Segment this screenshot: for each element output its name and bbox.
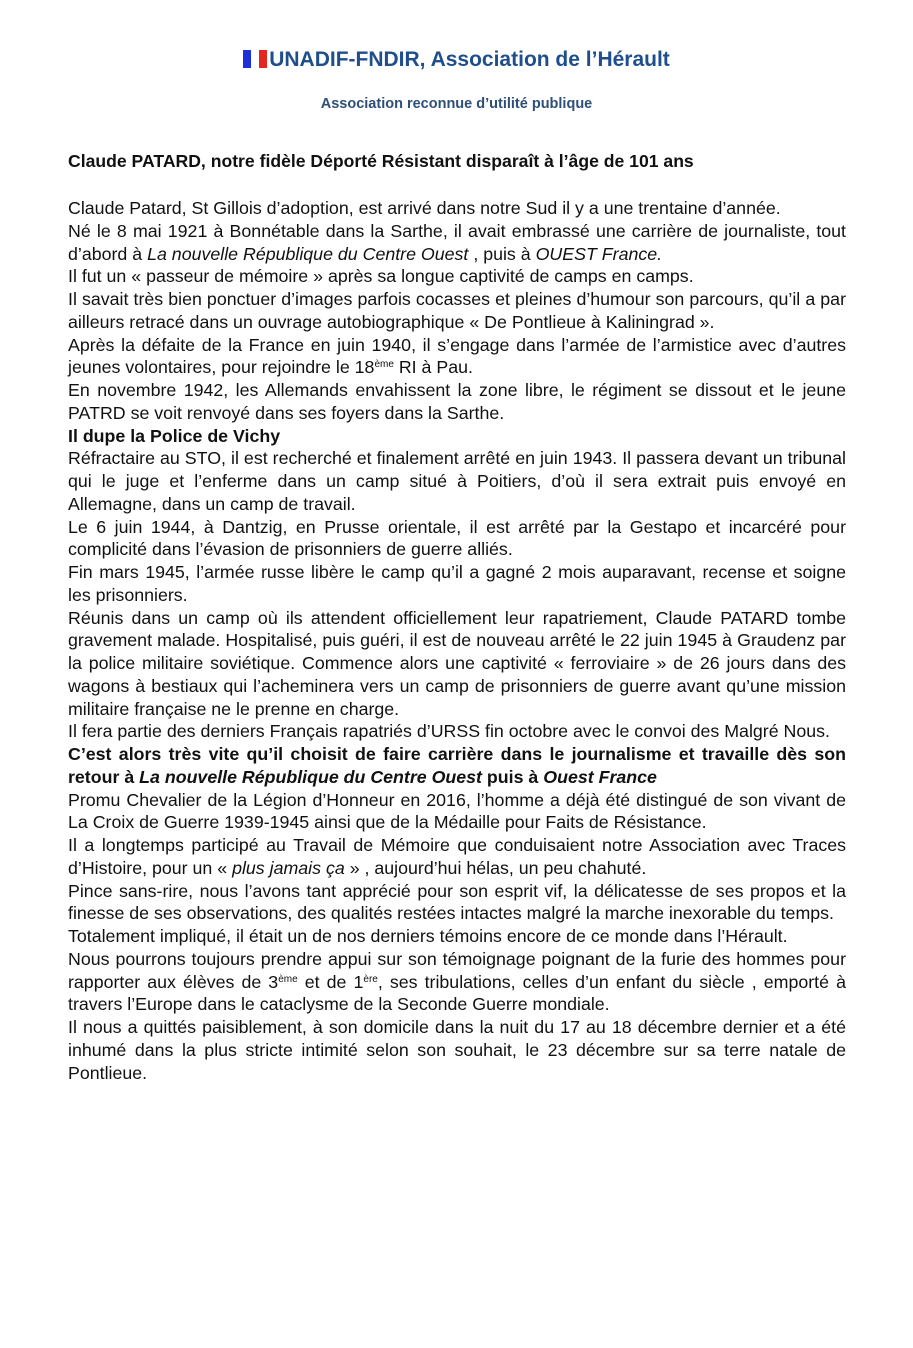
article-title: Claude PATARD, notre fidèle Déporté Résistant disparaît à l’âge de 101 ans: [68, 151, 694, 171]
paragraph: Il nous a quittés paisiblement, à son domicile dans la nuit du 17 au 18 décembre dernier et a été inhumé dans la plus stricte intimité selon son souhait, le 23 décembre sur sa terre natale de Pontlieue.: [68, 1017, 846, 1083]
paragraph: Promu Chevalier de la Légion d’Honneur en 2016, l’homme a déjà été distingué de son vivant de La Croix de Guerre 1939-1945 ainsi que de la Médaille pour Faits de Résistance.: [68, 789, 846, 833]
paragraph: Il fera partie des derniers Français rapatriés d’URSS fin octobre avec le convoi des Malgré Nous.: [68, 721, 830, 742]
paragraph: Le 6 juin 1944, à Dantzig, en Prusse orientale, il est arrêté par la Gestapo et incarcéré pour complicité dans l’évasion de prisonniers de guerre alliés.: [68, 516, 846, 560]
paragraph: Il savait très bien ponctuer d’images parfois cocasses et pleines d’humour son parcours, qu’il a par ailleurs retracé dans un ouvrage autobiographique « De Pontlieue à Kaliningrad ».: [68, 289, 846, 332]
french-flag-icon: [243, 50, 267, 68]
section-heading: C’est alors très vite qu’il choisit de faire carrière dans le journalisme et travaille dès son retour à La nouvelle République du Centre Ouest puis à Ouest France: [68, 744, 846, 787]
paragraph: Il fut un « passeur de mémoire » après sa longue captivité de camps en camps.: [68, 266, 694, 287]
paragraph: Pince sans-rire, nous l’avons tant apprécié pour son esprit vif, la délicatesse de ses propos et la finesse de ses observations, des qualités restées intactes malgré la marche inexorable du temps.: [68, 880, 846, 924]
association-header: [0, 48, 913, 72]
section-heading: Il dupe la Police de Vichy: [68, 425, 281, 446]
paragraph: Il a longtemps participé au Travail de Mémoire que conduisaient notre Association avec Traces d’Histoire, pour un « plus jamais ça » , aujourd’hui hélas, un peu chahuté.: [68, 835, 846, 878]
association-name: UNADIF-FNDIR, Association de l’Hérault: [269, 48, 670, 71]
association-subtitle: Association reconnue d’utilité publique: [320, 96, 593, 112]
paragraph: Fin mars 1945, l’armée russe libère le camp qu’il a gagné 2 mois auparavant, recense et soigne les prisonniers.: [68, 562, 846, 605]
paragraph: Réunis dans un camp où ils attendent officiellement leur rapatriement, Claude PATARD tombe gravement malade. Hospitalisé, puis guéri, il est de nouveau arrêté le 22 juin 1945 à Graudenz par la police militaire soviétique. Commence alors une captivité « ferroviaire » de 26 jours dans des wagons à bestiaux qui l’acheminera vers un camp de prisonniers de guerre avant qu’une mission militaire française ne le prenne en charge.: [68, 607, 846, 719]
article-body: [68, 197, 846, 1084]
paragraph: Nous pourrons toujours prendre appui sur son témoignage poignant de la furie des hommes pour rapporter aux élèves de 3ème et de 1ère, ses tribulations, celles d’un enfant du siècle , emporté à travers l’Europe dans le cataclysme de la Seconde Guerre mondiale.: [68, 948, 846, 1015]
paragraph: Après la défaite de la France en juin 1940, il s’engage dans l’armée de l’armistice avec d’autres jeunes volontaires, pour rejoindre le 18ème RI à Pau.: [68, 334, 846, 378]
paragraph: Claude Patard, St Gillois d’adoption, est arrivé dans notre Sud il y a une trentaine d’année.: [68, 198, 781, 218]
paragraph: Né le 8 mai 1921 à Bonnétable dans la Sarthe, il avait embrassé une carrière de journaliste, tout d’abord à La nouvelle République du Centre Ouest , puis à OUEST France.: [68, 220, 846, 264]
paragraph: Réfractaire au STO, il est recherché et finalement arrêté en juin 1943. Il passera devant un tribunal qui le juge et l’enferme dans un camp situé à Poitiers, d’où il sera extrait puis envoyé en Allemagne, dans un camp de travail.: [68, 448, 846, 514]
paragraph: En novembre 1942, les Allemands envahissent la zone libre, le régiment se dissout et le jeune PATRD se voit renvoyé dans ses foyers dans la Sarthe.: [68, 380, 846, 423]
paragraph: Totalement impliqué, il était un de nos derniers témoins encore de ce monde dans l’Hérault.: [68, 926, 788, 946]
